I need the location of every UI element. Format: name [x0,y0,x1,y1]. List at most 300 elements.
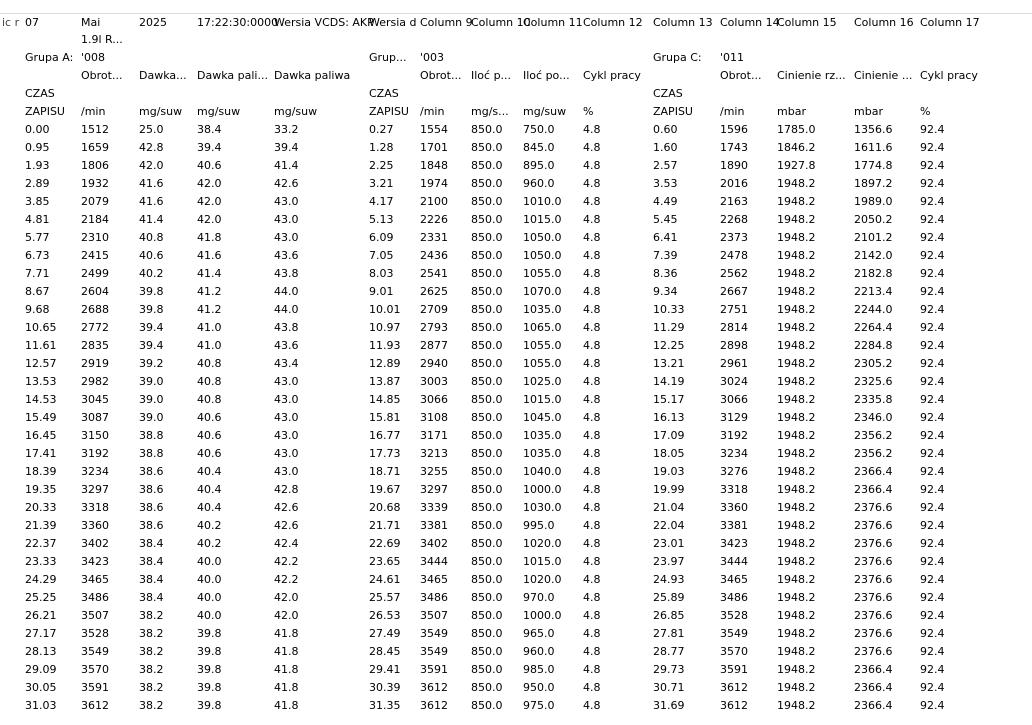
table-cell[interactable]: 850.0 [471,429,503,442]
table-cell[interactable]: mg/suw [197,105,241,118]
table-cell[interactable]: CZAS [369,87,399,100]
table-cell[interactable]: 10.65 [25,321,57,334]
table-cell[interactable]: 3591 [720,663,748,676]
table-cell[interactable]: 1948.2 [777,339,816,352]
table-cell[interactable]: mg/s... [471,105,509,118]
table-cell[interactable]: 1055.0 [523,357,562,370]
table-cell[interactable]: 850.0 [471,285,503,298]
table-cell[interactable]: 4.8 [583,663,601,676]
table-cell[interactable]: 1989.0 [854,195,893,208]
table-cell[interactable]: 1948.2 [777,393,816,406]
table-cell[interactable]: 1948.2 [777,519,816,532]
table-cell[interactable]: 1948.2 [777,321,816,334]
table-cell[interactable]: 2604 [81,285,109,298]
table-cell[interactable]: 2373 [720,231,748,244]
table-cell[interactable]: 41.6 [139,177,164,190]
table-cell[interactable]: 2793 [420,321,448,334]
table-cell[interactable]: 15.49 [25,411,57,424]
table-cell[interactable]: 92.4 [920,393,945,406]
table-cell[interactable]: 1948.2 [777,681,816,694]
table-cell[interactable]: 2331 [420,231,448,244]
table-cell[interactable]: 4.8 [583,411,601,424]
table-cell[interactable]: 2366.4 [854,483,893,496]
table-cell[interactable]: 4.8 [583,195,601,208]
table-cell[interactable]: Column 10 [471,16,531,29]
table-cell[interactable]: 1035.0 [523,447,562,460]
table-cell[interactable]: 40.4 [197,465,222,478]
table-cell[interactable]: 985.0 [523,663,555,676]
table-cell[interactable]: 5.77 [25,231,50,244]
table-cell[interactable]: 3423 [81,555,109,568]
table-cell[interactable]: 41.0 [197,339,222,352]
table-cell[interactable]: 92.4 [920,501,945,514]
table-cell[interactable]: 4.8 [583,483,601,496]
table-cell[interactable]: 1774.8 [854,159,893,172]
table-cell[interactable] [0,103,22,121]
table-cell[interactable]: 3045 [81,393,109,406]
table-cell[interactable]: Column 17 [920,16,980,29]
table-cell[interactable]: 3612 [720,681,748,694]
table-cell[interactable]: Obrot... [420,69,462,82]
table-cell[interactable]: 995.0 [523,519,555,532]
table-cell[interactable]: 895.0 [523,159,555,172]
table-cell[interactable]: 2213.4 [854,285,893,298]
table-cell[interactable]: 92.4 [920,681,945,694]
table-cell[interactable]: 38.2 [139,627,164,640]
table-cell[interactable]: 1035.0 [523,303,562,316]
table-cell[interactable] [774,49,851,67]
table-cell[interactable]: 850.0 [471,249,503,262]
table-cell[interactable]: 4.8 [583,393,601,406]
table-cell[interactable]: 12.57 [25,357,57,370]
table-cell[interactable]: 30.39 [369,681,401,694]
table-cell[interactable]: 1020.0 [523,537,562,550]
table-cell[interactable]: 44.0 [274,303,299,316]
table-cell[interactable]: % [583,105,594,118]
table-cell[interactable]: 2919 [81,357,109,370]
table-cell[interactable]: 950.0 [523,681,555,694]
table-cell[interactable]: 41.8 [274,627,299,640]
table-cell[interactable]: 38.6 [139,483,164,496]
table-cell[interactable] [580,31,650,49]
table-cell[interactable]: 850.0 [471,357,503,370]
table-cell[interactable]: 43.4 [274,357,299,370]
table-cell[interactable]: 2264.4 [854,321,893,334]
table-cell[interactable]: 3507 [81,609,109,622]
table-cell[interactable]: 38.8 [139,429,164,442]
table-cell[interactable]: 22.04 [653,519,685,532]
table-cell[interactable]: 41.6 [139,195,164,208]
table-cell[interactable]: 9.34 [653,285,678,298]
table-cell[interactable]: 965.0 [523,627,555,640]
table-cell[interactable]: 28.13 [25,645,57,658]
table-cell[interactable]: 1659 [81,141,109,154]
table-cell[interactable]: 4.8 [583,429,601,442]
table-cell[interactable]: 1055.0 [523,339,562,352]
table-cell[interactable]: 1070.0 [523,285,562,298]
table-cell[interactable]: /min [420,105,445,118]
table-cell[interactable]: 2709 [420,303,448,316]
table-cell[interactable]: CZAS [653,87,683,100]
table-cell[interactable]: Grupa A: [25,51,74,64]
table-cell[interactable]: 1948.2 [777,213,816,226]
table-cell[interactable]: 1065.0 [523,321,562,334]
table-cell[interactable]: /min [720,105,745,118]
table-cell[interactable]: 2982 [81,375,109,388]
table-cell[interactable]: 1050.0 [523,231,562,244]
table-cell[interactable]: 6.09 [369,231,394,244]
table-cell[interactable]: 3549 [720,627,748,640]
table-cell[interactable]: 850.0 [471,465,503,478]
table-cell[interactable]: 38.6 [139,501,164,514]
table-cell[interactable]: 850.0 [471,573,503,586]
table-cell[interactable]: 1948.2 [777,591,816,604]
table-cell[interactable] [717,85,774,103]
table-cell[interactable] [417,31,468,49]
table-cell[interactable]: Grupa C: [653,51,702,64]
table-cell[interactable]: 2898 [720,339,748,352]
table-cell[interactable]: 38.8 [139,447,164,460]
table-cell[interactable]: 19.67 [369,483,401,496]
table-cell[interactable]: 850.0 [471,123,503,136]
table-cell[interactable]: 42.0 [274,591,299,604]
table-cell[interactable]: 40.6 [197,429,222,442]
table-cell[interactable]: 92.4 [920,339,945,352]
table-cell[interactable]: 6.41 [653,231,678,244]
table-cell[interactable]: 41.8 [197,231,222,244]
table-cell[interactable] [650,31,717,49]
table-cell[interactable]: 3612 [81,699,109,712]
table-cell[interactable] [468,31,520,49]
table-cell[interactable]: 3276 [720,465,748,478]
table-cell[interactable]: 2226 [420,213,448,226]
table-cell[interactable]: 18.05 [653,447,685,460]
table-cell[interactable] [774,31,851,49]
table-cell[interactable]: 1948.2 [777,195,816,208]
table-cell[interactable]: 1035.0 [523,429,562,442]
table-cell[interactable]: 4.8 [583,177,601,190]
table-cell[interactable]: 23.01 [653,537,685,550]
table-cell[interactable]: 42.0 [197,213,222,226]
table-cell[interactable]: 92.4 [920,213,945,226]
table-cell[interactable]: 3066 [720,393,748,406]
table-cell[interactable]: 39.8 [197,663,222,676]
table-cell[interactable]: 4.8 [583,375,601,388]
table-cell[interactable]: 0.95 [25,141,50,154]
table-cell[interactable] [520,85,580,103]
table-cell[interactable]: 2877 [420,339,448,352]
table-cell[interactable]: 3213 [420,447,448,460]
table-cell[interactable] [0,67,22,85]
table-cell[interactable]: 92.4 [920,465,945,478]
table-cell[interactable]: 40.2 [197,519,222,532]
table-cell[interactable]: 3150 [81,429,109,442]
table-cell[interactable] [271,49,366,67]
table-cell[interactable]: 25.57 [369,591,401,604]
table-cell[interactable]: 850.0 [471,411,503,424]
table-cell[interactable]: Column 13 [653,16,713,29]
table-cell[interactable]: 41.8 [274,645,299,658]
table-cell[interactable]: 27.49 [369,627,401,640]
table-cell[interactable]: mg/suw [274,105,318,118]
table-cell[interactable] [468,85,520,103]
table-cell[interactable]: 1948.2 [777,483,816,496]
table-cell[interactable]: 13.87 [369,375,401,388]
table-cell[interactable]: 2100 [420,195,448,208]
table-cell[interactable]: 92.4 [920,357,945,370]
table-cell[interactable]: 4.8 [583,519,601,532]
table-cell[interactable]: 21.39 [25,519,57,532]
table-cell[interactable]: 42.0 [197,195,222,208]
table-cell[interactable]: 92.4 [920,303,945,316]
table-cell[interactable]: 850.0 [471,609,503,622]
table-cell[interactable]: 41.4 [139,213,164,226]
table-cell[interactable]: 2366.4 [854,465,893,478]
table-cell[interactable]: 2025 [139,16,167,29]
table-cell[interactable]: 38.4 [139,573,164,586]
table-cell[interactable] [851,49,917,67]
table-cell[interactable]: 1948.2 [777,465,816,478]
table-cell[interactable]: 2356.2 [854,447,893,460]
table-cell[interactable]: 1010.0 [523,195,562,208]
table-cell[interactable]: Column 15 [777,16,837,29]
table-cell[interactable]: 2376.6 [854,537,893,550]
table-cell[interactable]: 975.0 [523,699,555,712]
table-cell[interactable]: 92.4 [920,321,945,334]
table-cell[interactable]: Iloć p... [471,69,512,82]
table-cell[interactable]: 24.29 [25,573,57,586]
table-cell[interactable] [366,67,417,85]
table-cell[interactable]: Mai [81,16,101,29]
table-cell[interactable]: 42.4 [274,537,299,550]
table-cell[interactable]: 2478 [720,249,748,262]
table-cell[interactable]: 3549 [81,645,109,658]
table-cell[interactable] [917,85,1032,103]
table-cell[interactable]: 3297 [420,483,448,496]
table-cell[interactable]: 2562 [720,267,748,280]
table-cell[interactable]: 3528 [81,627,109,640]
table-cell[interactable]: 2346.0 [854,411,893,424]
table-cell[interactable]: 31.03 [25,699,57,712]
table-cell[interactable] [774,85,851,103]
table-cell[interactable]: 2310 [81,231,109,244]
table-cell[interactable]: 42.6 [274,519,299,532]
table-cell[interactable]: 2268 [720,213,748,226]
table-cell[interactable]: 43.0 [274,447,299,460]
table-cell[interactable]: 30.05 [25,681,57,694]
table-cell[interactable]: 4.8 [583,501,601,514]
table-cell[interactable]: 2366.4 [854,681,893,694]
table-cell[interactable]: 4.8 [583,339,601,352]
table-cell[interactable]: 1948.2 [777,447,816,460]
table-cell[interactable]: 43.0 [274,393,299,406]
table-cell[interactable]: 4.8 [583,231,601,244]
table-cell[interactable]: 2940 [420,357,448,370]
table-cell[interactable]: 4.8 [583,645,601,658]
table-cell[interactable]: 38.4 [139,591,164,604]
table-cell[interactable]: 850.0 [471,699,503,712]
table-cell[interactable]: 3444 [420,555,448,568]
table-cell[interactable]: 1897.2 [854,177,893,190]
table-cell[interactable]: Obrot... [720,69,762,82]
table-cell[interactable]: 2305.2 [854,357,893,370]
table-cell[interactable]: 3423 [720,537,748,550]
table-cell[interactable]: 92.4 [920,231,945,244]
table-cell[interactable]: 850.0 [471,159,503,172]
table-cell[interactable]: 970.0 [523,591,555,604]
table-cell[interactable]: 1948.2 [777,375,816,388]
table-cell[interactable]: 2182.8 [854,267,893,280]
table-cell[interactable]: 850.0 [471,627,503,640]
table-cell[interactable]: 42.2 [274,573,299,586]
table-cell[interactable]: 4.8 [583,699,601,712]
table-cell[interactable]: 1890 [720,159,748,172]
table-cell[interactable]: 1948.2 [777,645,816,658]
table-cell[interactable]: 2376.6 [854,573,893,586]
table-cell[interactable]: 4.8 [583,555,601,568]
table-cell[interactable]: 6.73 [25,249,50,262]
table-cell[interactable]: 3066 [420,393,448,406]
table-cell[interactable]: 850.0 [471,519,503,532]
table-cell[interactable]: 4.8 [583,465,601,478]
table-cell[interactable]: 1785.0 [777,123,816,136]
table-cell[interactable]: 1055.0 [523,267,562,280]
table-cell[interactable]: 850.0 [471,483,503,496]
table-cell[interactable]: 3570 [81,663,109,676]
table-cell[interactable]: 40.0 [197,573,222,586]
table-cell[interactable]: 92.4 [920,555,945,568]
table-cell[interactable]: 39.8 [139,285,164,298]
table-cell[interactable]: 3.85 [25,195,50,208]
table-cell[interactable]: 39.8 [197,699,222,712]
table-cell[interactable]: 39.0 [139,411,164,424]
table-cell[interactable]: 40.8 [139,231,164,244]
table-cell[interactable]: 43.0 [274,429,299,442]
table-cell[interactable]: 1.9l R... [81,33,123,46]
table-cell[interactable]: 92.4 [920,645,945,658]
table-cell[interactable]: 960.0 [523,177,555,190]
table-cell[interactable]: 39.4 [139,339,164,352]
table-cell[interactable]: 92.4 [920,141,945,154]
table-cell[interactable]: 1948.2 [777,285,816,298]
table-cell[interactable]: Wersia VCDS: AKP [274,16,374,29]
table-cell[interactable]: 1948.2 [777,303,816,316]
table-cell[interactable] [650,67,717,85]
table-cell[interactable]: 3465 [720,573,748,586]
table-cell[interactable]: 3381 [720,519,748,532]
table-cell[interactable]: 2376.6 [854,591,893,604]
table-cell[interactable]: 1848 [420,159,448,172]
table-cell[interactable]: 2376.6 [854,555,893,568]
table-cell[interactable]: 18.71 [369,465,401,478]
table-cell[interactable]: 19.35 [25,483,57,496]
table-cell[interactable]: 92.4 [920,483,945,496]
table-cell[interactable]: 16.13 [653,411,685,424]
table-cell[interactable]: 4.8 [583,681,601,694]
table-cell[interactable]: 1974 [420,177,448,190]
table-cell[interactable]: 3234 [81,465,109,478]
table-cell[interactable]: 39.8 [197,627,222,640]
table-cell[interactable]: 1948.2 [777,699,816,712]
table-cell[interactable]: 39.2 [139,357,164,370]
table-cell[interactable]: 40.0 [197,555,222,568]
table-cell[interactable]: 1948.2 [777,555,816,568]
table-cell[interactable]: 4.8 [583,267,601,280]
table-cell[interactable]: 2688 [81,303,109,316]
table-cell[interactable]: 1015.0 [523,393,562,406]
table-cell[interactable]: 38.2 [139,663,164,676]
table-cell[interactable]: 40.8 [197,357,222,370]
table-cell[interactable]: 07 [25,16,39,29]
table-cell[interactable]: 11.61 [25,339,57,352]
table-cell[interactable]: 1030.0 [523,501,562,514]
table-cell[interactable]: 1.93 [25,159,50,172]
table-cell[interactable]: mg/suw [523,105,567,118]
table-cell[interactable]: 14.85 [369,393,401,406]
table-cell[interactable]: 92.4 [920,573,945,586]
table-cell[interactable]: 5.13 [369,213,394,226]
table-cell[interactable]: 3171 [420,429,448,442]
table-cell[interactable]: 845.0 [523,141,555,154]
table-cell[interactable]: 1948.2 [777,663,816,676]
table-cell[interactable]: 3528 [720,609,748,622]
table-cell[interactable]: 41.8 [274,681,299,694]
table-cell[interactable]: 92.4 [920,519,945,532]
table-cell[interactable]: 40.6 [139,249,164,262]
table-cell[interactable]: 16.77 [369,429,401,442]
table-cell[interactable]: 40.4 [197,483,222,496]
table-cell[interactable]: Wersia d [369,16,417,29]
table-cell[interactable]: 2.25 [369,159,394,172]
table-cell[interactable]: 9.68 [25,303,50,316]
table-cell[interactable]: 2376.6 [854,645,893,658]
table-cell[interactable]: 850.0 [471,555,503,568]
table-cell[interactable]: 24.93 [653,573,685,586]
table-cell[interactable] [917,31,1032,49]
table-cell[interactable]: 2.57 [653,159,678,172]
table-cell[interactable]: 3024 [720,375,748,388]
table-cell[interactable] [417,85,468,103]
table-cell[interactable]: 3255 [420,465,448,478]
table-cell[interactable]: 92.4 [920,699,945,712]
table-cell[interactable]: Dawka pali... [197,69,268,82]
table-cell[interactable]: 21.04 [653,501,685,514]
table-cell[interactable]: 17:22:30:0000 [197,16,279,29]
table-cell[interactable]: 1045.0 [523,411,562,424]
table-cell[interactable]: 92.4 [920,267,945,280]
table-cell[interactable]: 26.53 [369,609,401,622]
table-cell[interactable]: 30.71 [653,681,685,694]
table-cell[interactable]: 3486 [720,591,748,604]
table-cell[interactable]: 1948.2 [777,537,816,550]
table-cell[interactable]: CZAS [25,87,55,100]
table-cell[interactable]: 2772 [81,321,109,334]
table-cell[interactable] [136,31,194,49]
table-cell[interactable]: ic r [2,16,20,29]
table-cell[interactable]: 23.65 [369,555,401,568]
table-cell[interactable]: 5.45 [653,213,678,226]
table-cell[interactable]: 11.29 [653,321,685,334]
table-cell[interactable]: 38.6 [139,465,164,478]
table-cell[interactable]: 3570 [720,645,748,658]
table-cell[interactable]: 27.81 [653,627,685,640]
table-cell[interactable]: 10.33 [653,303,685,316]
table-cell[interactable]: Column 14 [720,16,780,29]
table-cell[interactable]: Cykl pracy [920,69,978,82]
table-cell[interactable]: 42.2 [274,555,299,568]
table-cell[interactable]: 0.27 [369,123,394,136]
table-cell[interactable]: 40.0 [197,591,222,604]
